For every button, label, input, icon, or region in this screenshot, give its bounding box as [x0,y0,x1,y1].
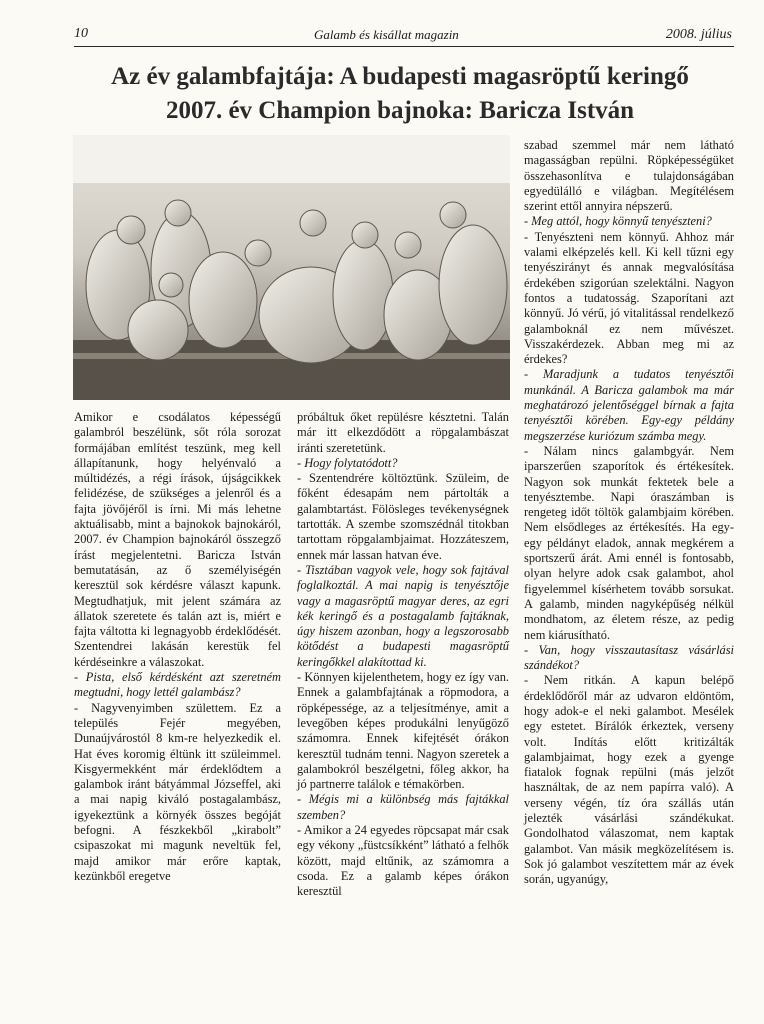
interview-question: - Maradjunk a tudatos tenyésztői munkánál. A Baricza galambok ma már meghatározó jelentőséggel bírnak a fajta tenyésztői körében. Egy-egy példány megszerzése kuriózum számba megy. [524,367,734,443]
paragraph: - Nagyvenyimben születtem. Ez a település Fejér megyében, Dunaújvárostól 8 km-re helyezkedik el. Hat éves koromig éltünk itt szüleimmel. Kisgyermekként már érdeklődtem a galambok iránt bátyámmal Józseffel, aki a mai napig kiváló postagalambász, igyekeztünk a környék összes begóját befogni. A fészkekből „kirabolt” csipaszokat mi magunk neveltük fel, majd amikor már erőre kaptak, kezünkből eregetve [74,700,281,883]
page-number: 10 [74,26,88,41]
column-3 [524,138,734,888]
issue-date: 2008. július [665,27,732,42]
interview-question: - Pista, első kérdésként azt szeretném megtudni, hogy lettél galambász? [74,670,281,700]
page-header [74,22,734,47]
title-line-1: Az év galambfajtája: A budapesti magasröptű keringő [111,63,689,90]
pigeons-photo [73,135,510,400]
column-2 [297,410,509,900]
paragraph: - Szentendrére költöztünk. Szüleim, de főként édesapám nem pártolták a galambtartást. Fölösleges tevékenységnek tartották. A szembe szomszédnál titokban tartottam röpgalambjaimat. Hozzáteszem, ennek már lassan hatvan éve. [297,471,509,562]
paragraph: - Nem ritkán. A kapun belépő érdeklődőről már az udvaron eldöntöm, hogy adok-e el neki galambot. Mesélek egy estetet. Bírálók érkeztek, verseny volt. Indítás előtt kritizálták galambjaimat, hogy ezek a gyenge fiatalok fognak repülni (más jelzőt használtak, de az nem papírra való). A verseny végén, tíz óra szállás után jelezték vásárlási szándékukat. Gondolhatod válaszomat, nem kaptak galambot. Van másik megközelítésem is. Sok jó galambot veszítettem már az évek során, ugyanúgy, [524,673,734,887]
paragraph: - Könnyen kijelenthetem, hogy ez így van. Ennek a galambfajtának a röpmodora, a röpképessége, az a teljesítménye, amit a levegőben képes produkálni lenyűgöző számomra. Ennek kifejtését órákon keresztül tudnám tenni. Nagyon szeretek a galambokról beszélgetni, főleg akkor, ha jó partnerre találok e témakörben. [297,670,509,792]
pigeons-illustration [73,135,510,400]
interview-question: - Mégis mi a különbség más fajtákkal szemben? [297,792,509,822]
column-1 [74,410,281,884]
interview-question: - Meg attól, hogy könnyű tenyészteni? [524,214,712,229]
article-title [80,60,720,128]
paragraph: - Tenyészteni nem könnyű. Ahhoz már valami elképzelés kell. Ki kell tűzni egy tenyészirányt és annak megvalósítása érdekében szigorúan szelektálni. Nagyon fontos a tudatosság. Szaporítani azt könnyű. Jó vérű, jó vitalitással rendelkező galamboknál ez nem művészet. Visszakérdezek. Abban meg mi az érdekes? [524,229,734,367]
paragraph: próbáltuk őket repülésre késztetni. Talán már itt elkezdődött a röpgalambászat iránti szeretetünk. [297,410,509,455]
magazine-name: Galamb és kisállat magazin [314,27,459,42]
paragraph: - Nálam nincs galambgyár. Nem iparszerűen szaporítok és értékesítek. Nagyon sok munkát fektetek bele a tenyésztembe. Napi óraszámban is rengeteg időt töltök galambjaim körében. Nem elsődleges az értékesítés. Ha egy-egy példányt eladok, annak megkérem a sportszerű árát. Ami ennél is fontosabb, olyan helyre adok csak galambot, ahol figyelemmel kísérhetem tovább sorsukat. A galamb, minden nagyképűség nélkül mondhatom, az életem része, az pedig nem kiárusítható. [524,443,734,642]
interview-question: - Van, hogy visszautasítasz vásárlási szándékot? [524,642,734,673]
paragraph: - Amikor a 24 egyedes röpcsapat már csak egy vékony „füstcsíkként” látható a felhők között, majd eltűnik, az számomra a csoda. Ez a galamb képes órákon keresztül [297,823,509,899]
interview-question: - Tisztában vagyok vele, hogy sok fajtával foglalkoztál. A mai napig is tenyésztője vagy a magasröptű magyar deres, az egri kék keringő és a postagalamb fajtáknak, úgy hiszem azonban, hogy a legszorosabb kötődést a budapesti magasröptű keringőkkel alakítottad ki. [297,562,509,669]
paragraph: szabad szemmel már nem látható magasságban repülni. Röpképességüket összehasonlítva e tulajdonságában egyedülálló e világban. Megítélésem szerint ettől annyira népszerű. [524,138,734,214]
title-line-2: 2007. év Champion bajnoka: Baricza István [165,97,635,124]
paragraph: Amikor e csodálatos képességű galambról beszélünk, sőt róla sorozat formájában említést teszünk, meg kell állapítanunk, hogy helyénvaló a múltidézés, a régi írások, újságcikkek felidézése, de szükséges a jelenről és a fajta jövőjéről is írni. Mi más lehetne aktuálisabb, mint a bajnokok bajnokáról, 2007. év Champion bajnokáról összegző írást megjelentetni. Baricza István bemutatásán, az ő személyiségén keresztül sok kérdésre választ kapunk. Megtudhatjuk, mit jelent számára az állatok szeretete és talán azt is, miért e fajta váltotta ki legnagyobb érdeklődését. Szentendrei lakásán kerestük fel kérdéseinkre a válaszokat. [74,410,281,669]
interview-question: - Hogy folytatódott? [297,455,398,470]
